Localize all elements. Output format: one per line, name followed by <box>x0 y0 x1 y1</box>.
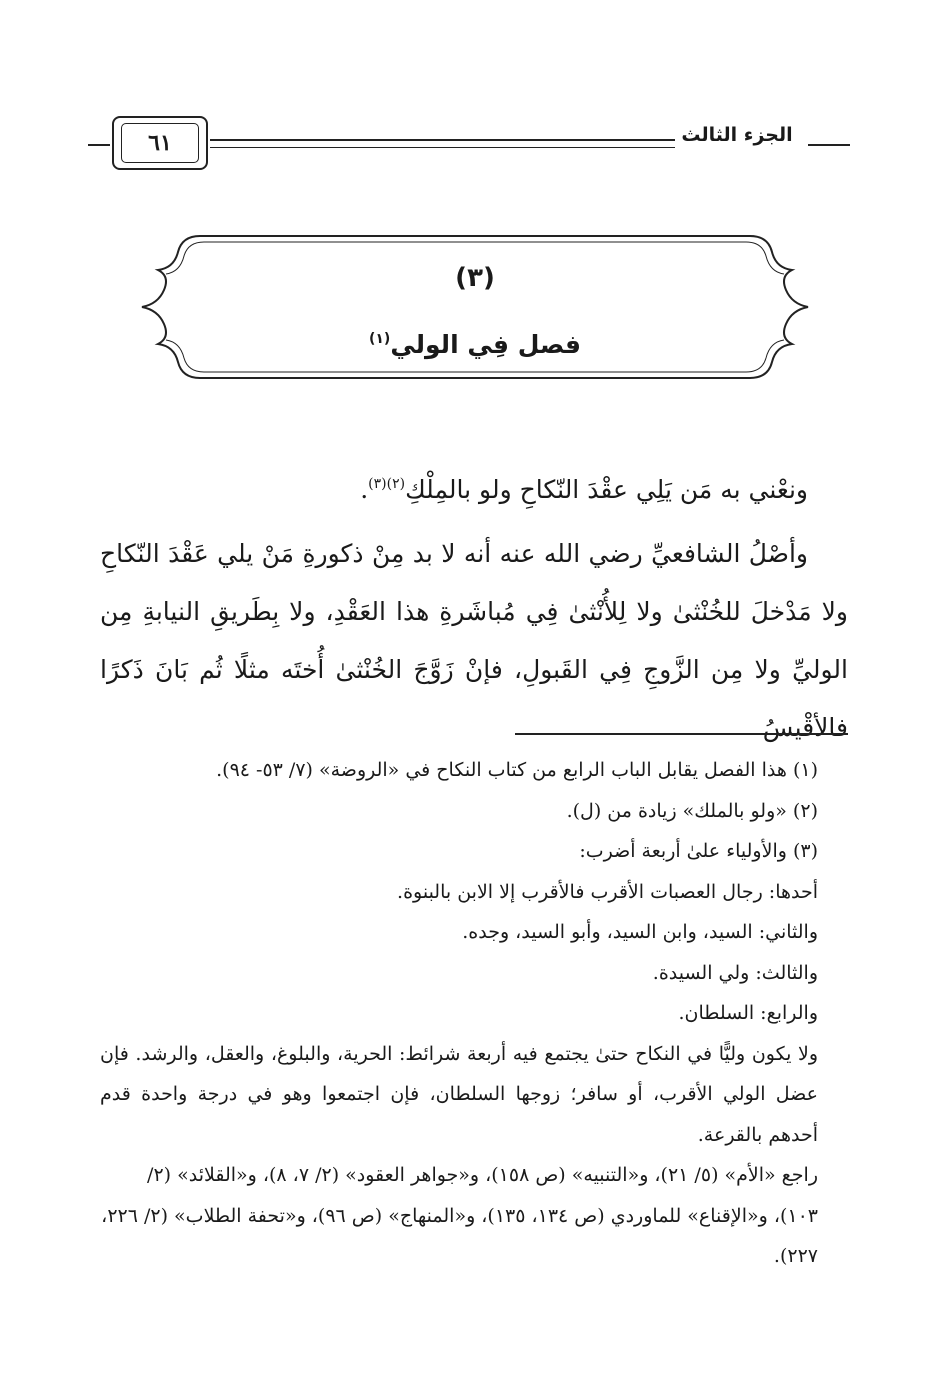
header-rule-left <box>88 144 110 146</box>
footnote-ref: (١) <box>368 331 391 347</box>
paragraph: وأصْلُ الشافعيِّ رضي الله عنه أنه لا بد مِنْ ذكورةِ مَنْ يلي عَقْدَ النّكاحِ ولا مَدْخلَ للخُنْثىٰ ولا لِلأُنْثىٰ فِي مُباشَرةِ هذا العَقْدِ، ولا بِطَريقِ النيابةِ مِن الوليِّ ولا مِن الزَّوجِ فِي القَبولِ، فإنْ زَوَّجَ الخُنْثىٰ أُختَه مثلًا ثُم بَانَ ذَكرًا فالأقْيسُ <box>100 539 848 742</box>
header-rule-top <box>210 139 675 141</box>
footnote-line: ولا يكون وليًّا في النكاح حتىٰ يجتمع فيه أربعة شرائط: الحرية، والبلوغ، والعقل، والرشد. فإن عضل الولي الأقرب، أو سافر؛ زوجها السلطان، فإن اجتمعوا وهو في درجة واحدة قدم أحدهم بالقرعة. <box>100 1042 818 1146</box>
footnote-ref: (٢)(٣) <box>368 476 406 492</box>
footnote-line: والثاني: السيد، وابن السيد، وأبو السيد، وجده. <box>462 921 818 943</box>
footnote-line: (٣) والأولياء علىٰ أربعة أضرب: <box>579 840 818 862</box>
footnote-line: (٢) «ولو بالملك» زيادة من (ل). <box>566 799 818 822</box>
chapter-title-text: فصل فِي الولي <box>390 330 582 359</box>
chapter-ornament-frame <box>140 226 810 388</box>
footnote-line: والرابع: السلطان. <box>678 1002 818 1024</box>
page-number: ٦١ <box>121 123 199 163</box>
header-rule-right <box>808 144 850 146</box>
footnote-line: (١) هذا الفصل يقابل الباب الرابع من كتاب النكاح في «الروضة» (٧/ ٥٣- ٩٤). <box>216 759 818 781</box>
footnotes <box>100 750 848 1277</box>
paragraph <box>100 455 848 519</box>
paragraph-text: ونعْني به مَن يَلِي عقْدَ النّكاحِ ولو بالمِلْكِ <box>405 475 808 504</box>
paragraph-end: . <box>360 475 369 504</box>
chapter-number: (٣) <box>455 263 495 293</box>
header-rule-bottom <box>210 147 675 148</box>
running-title: الجزء الثالث <box>681 124 793 146</box>
footnote-line: أحدها: رجال العصبات الأقرب فالأقرب إلا الابن بالبنوة. <box>397 880 818 903</box>
main-text <box>100 455 848 757</box>
footnote-line: والثالث: ولي السيدة. <box>652 961 818 984</box>
footnote-line: راجع «الأم» (٥/ ٢١)، و«التنبيه» (ص ١٥٨)، و«جواهر العقود» (٢/ ٧، ٨)، و«القلائد» (٢/ ١٠٣)، و«الإقناع» للماوردي (ص ١٣٤، ١٣٥)، و«المنهاج» (ص ٩٦)، و«تحفة الطلاب» (٢/ ٢٢٦، ٢٢٧). <box>101 1164 818 1267</box>
chapter-title <box>140 330 810 359</box>
footnote-separator <box>515 733 848 735</box>
